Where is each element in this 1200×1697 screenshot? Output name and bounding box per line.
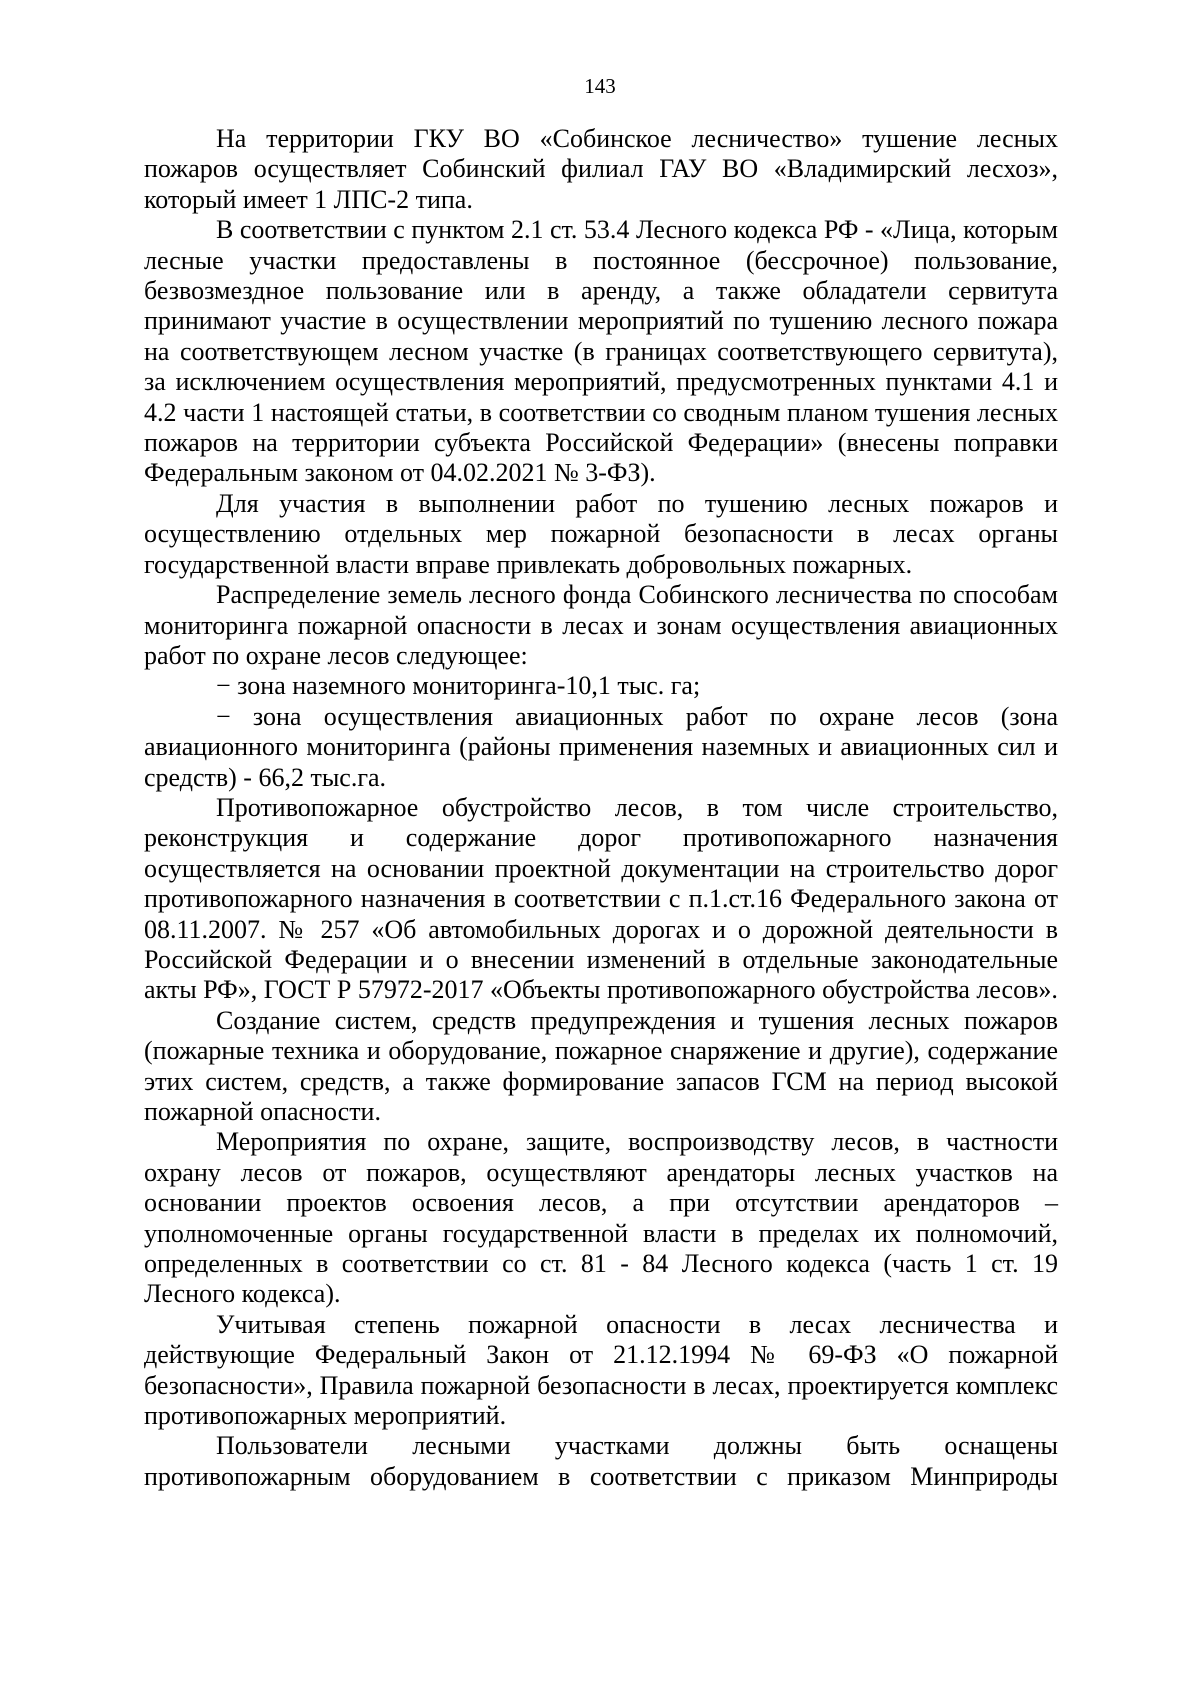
paragraph-land-distribution: Распределение земель лесного фонда Собинского лесничества по способам мониторинга пожарной опасности в лесах и зонам осуществления авиационных работ по охране лесов следующее: — [144, 580, 1058, 670]
paragraph-fire-prevention-infrastructure: Противопожарное обустройство лесов, в том числе строительство, реконструкция и содержание дорог противопожарного назначения осуществляется на основании проектной документации на строительство дорог противопожарного назначения в соответствии с п.1.ст.16 Федерального закона от 08.11.2007. № 257 «Об автомобильных дорогах и о дорожной деятельности в Российской Федерации и о внесении изменений в отдельные законодательные акты РФ», ГОСТ Р 57972-2017 «Объекты противопожарного обустройства лесов». — [144, 792, 1058, 1005]
list-item-ground-monitoring: − зона наземного мониторинга-10,1 тыс. га; — [216, 671, 701, 701]
document-body — [144, 124, 1058, 1492]
paragraph-warning-systems: Создание систем, средств предупреждения и тушения лесных пожаров (пожарные техника и оборудование, пожарное снаряжение и другие), содержание этих систем, средств, а также формирование запасов ГСМ на период высокой пожарной опасности. — [144, 1005, 1058, 1126]
list-item-aviation-zone: − зона осуществления авиационных работ по охране лесов (зона авиационного мониторинга (районы применения наземных и авиационных сил и средств) - 66,2 тыс.га. — [144, 701, 1058, 792]
paragraph-fire-safety-law: Учитывая степень пожарной опасности в лесах лесничества и действующие Федеральный Закон от 21.12.1994 № 69-ФЗ «О пожарной безопасности», Правила пожарной безопасности в лесах, проектируется комплекс противопожарных мероприятий. — [144, 1309, 1058, 1431]
paragraph-forest-code-article: В соответствии с пунктом 2.1 ст. 53.4 Лесного кодекса РФ - «Лица, которым лесные участки предоставлены в постоянное (бессрочное) пользование, безвозмездное пользование или в аренду, а также обладатели сервитута принимают участие в осуществлении мероприятий по тушению лесного пожара на соответствующем лесном участке (в границах соответствующего сервитута), за исключением осуществления мероприятий, предусмотренных пунктами 4.1 и 4.2 части 1 настоящей статьи, в соответствии со сводным планом тушения лесных пожаров на территории субъекта Российской Федерации» (внесены поправки Федеральным законом от 04.02.2021 № 3-ФЗ). — [144, 215, 1058, 488]
paragraph-forest-protection-measures: Мероприятия по охране, защите, воспроизводству лесов, в частности охрану лесов от пожаров, осуществляют арендаторы лесных участков на основании проектов освоения лесов, а при отсутствии арендаторов – уполномоченные органы государственной власти в пределах их полномочий, определенных в соответствии со ст. 81 - 84 Лесного кодекса (часть 1 ст. 19 Лесного кодекса). — [144, 1127, 1058, 1309]
paragraph-forest-users-equipment: Пользователи лесными участками должны быть оснащены противопожарным оборудованием в соответствии с приказом Минприроды — [144, 1431, 1058, 1491]
page-number: 143 — [584, 74, 616, 98]
paragraph-volunteer-firefighters: Для участия в выполнении работ по тушению лесных пожаров и осуществлению отдельных мер пожарной безопасности в лесах органы государственной власти вправе привлекать добровольных пожарных. — [144, 488, 1058, 579]
paragraph-fire-extinguishing: На территории ГКУ ВО «Собинское лесничество» тушение лесных пожаров осуществляет Собинский филиал ГАУ ВО «Владимирский лесхоз», который имеет 1 ЛПС-2 типа. — [144, 124, 1058, 214]
